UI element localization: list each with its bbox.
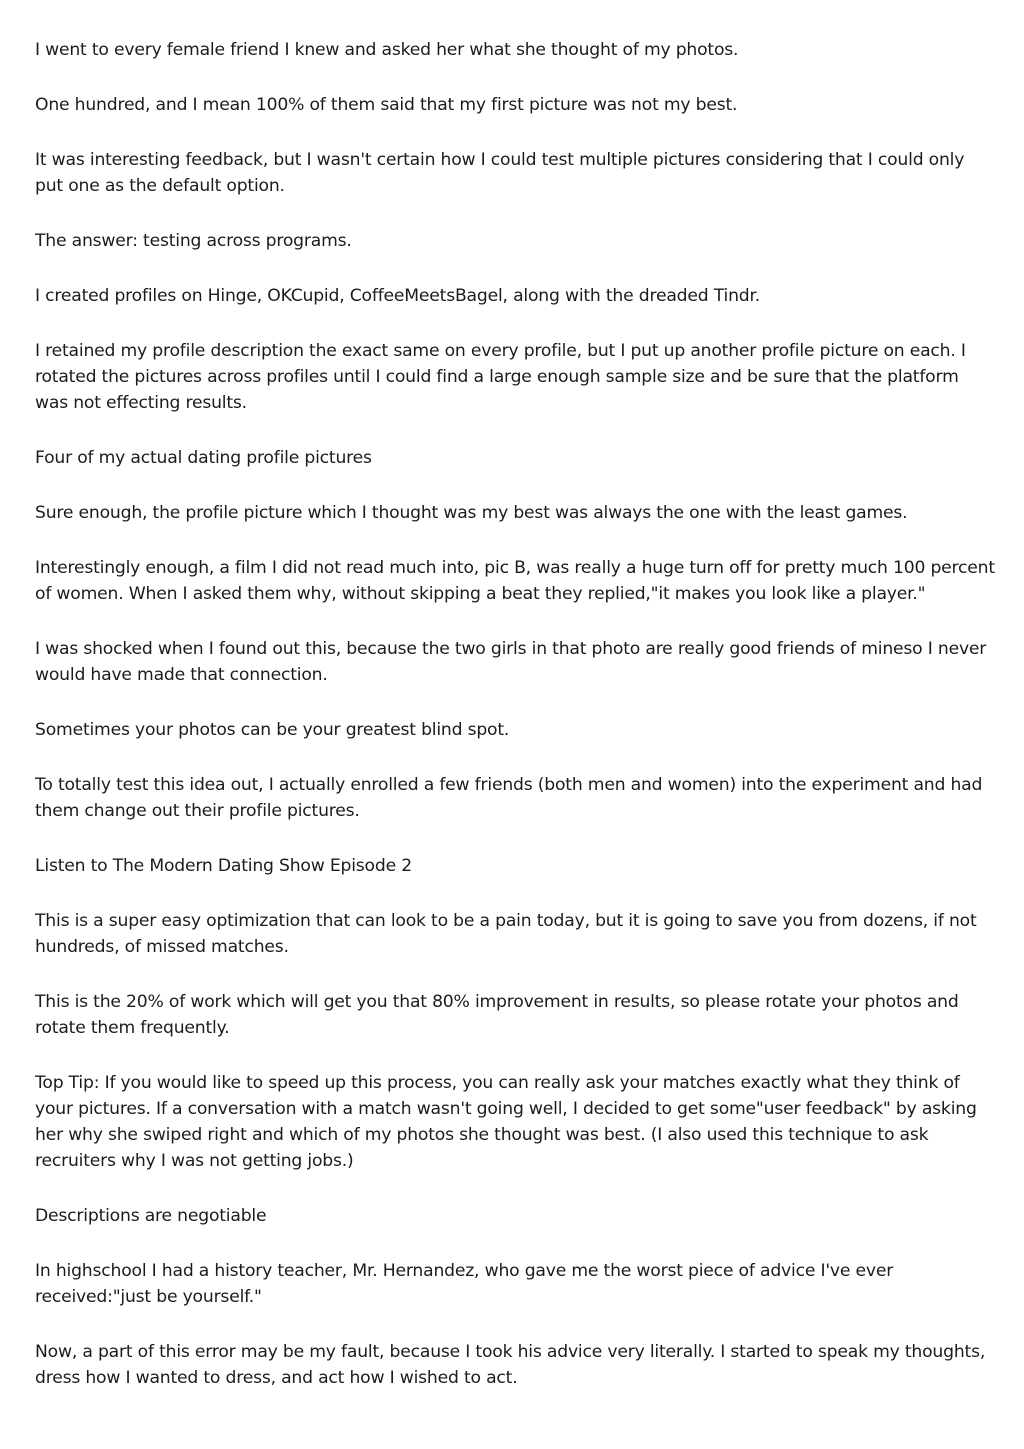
paragraph-answer: The answer: testing across programs. bbox=[35, 231, 352, 251]
paragraph-optimization: This is a super easy optimization that can look to be a pain today, but it is going to save you from dozens, if not hundreds, of missed matches. bbox=[35, 911, 977, 957]
paragraph-highschool: In highschool I had a history teacher, Mr. Hernandez, who gave me the worst piece of advice I've ever received:"just be yourself." bbox=[35, 1261, 894, 1307]
paragraph-feedback: It was interesting feedback, but I wasn't certain how I could test multiple pictures considering that I could only put one as the default option. bbox=[35, 150, 965, 196]
paragraph-four-pictures: Four of my actual dating profile pictures bbox=[35, 448, 372, 468]
paragraph-created-profiles: I created profiles on Hinge, OKCupid, CoffeeMeetsBagel, along with the dreaded Tindr. bbox=[35, 286, 761, 306]
paragraph-retained-description: I retained my profile description the exact same on every profile, but I put up another profile picture on each. I rotated the pictures across profiles until I could find a large enough sample size and be sure that the platform was not effecting results. bbox=[35, 341, 966, 413]
paragraph-blind-spot: Sometimes your photos can be your greatest blind spot. bbox=[35, 720, 510, 740]
paragraph-sure-enough: Sure enough, the profile picture which I thought was my best was always the one with the least games. bbox=[35, 503, 908, 523]
paragraph-twenty-percent: This is the 20% of work which will get you that 80% improvement in results, so please rotate your photos and rotate them frequently. bbox=[35, 992, 959, 1038]
paragraph-hundred-percent: One hundred, and I mean 100% of them said that my first picture was not my best. bbox=[35, 95, 738, 115]
paragraph-female-friends: I went to every female friend I knew and asked her what she thought of my photos. bbox=[35, 40, 739, 60]
paragraph-my-fault: Now, a part of this error may be my fault, because I took his advice very literally. I started to speak my thoughts, dress how I wanted to dress, and act how I wished to act. bbox=[35, 1342, 986, 1388]
paragraph-listen-show: Listen to The Modern Dating Show Episode 2 bbox=[35, 856, 412, 876]
paragraph-shocked: I was shocked when I found out this, because the two girls in that photo are really good friends of mineso I never would have made that connection. bbox=[35, 639, 987, 685]
paragraph-top-tip: Top Tip: If you would like to speed up this process, you can really ask your matches exactly what they think of your pictures. If a conversation with a match wasn't going well, I decided to get some"user feedback" by asking her why she swiped right and which of my photos she thought was best. (I also used this technique to ask recruiters why I was not getting jobs.) bbox=[35, 1073, 977, 1171]
document-body bbox=[35, 37, 995, 1420]
paragraph-test-idea: To totally test this idea out, I actually enrolled a few friends (both men and women) into the experiment and had them change out their profile pictures. bbox=[35, 775, 983, 821]
paragraph-descriptions-heading: Descriptions are negotiable bbox=[35, 1206, 267, 1226]
paragraph-pic-b: Interestingly enough, a film I did not read much into, pic B, was really a huge turn off for pretty much 100 percent of women. When I asked them why, without skipping a beat they replied,"it makes you look like a player." bbox=[35, 558, 995, 604]
